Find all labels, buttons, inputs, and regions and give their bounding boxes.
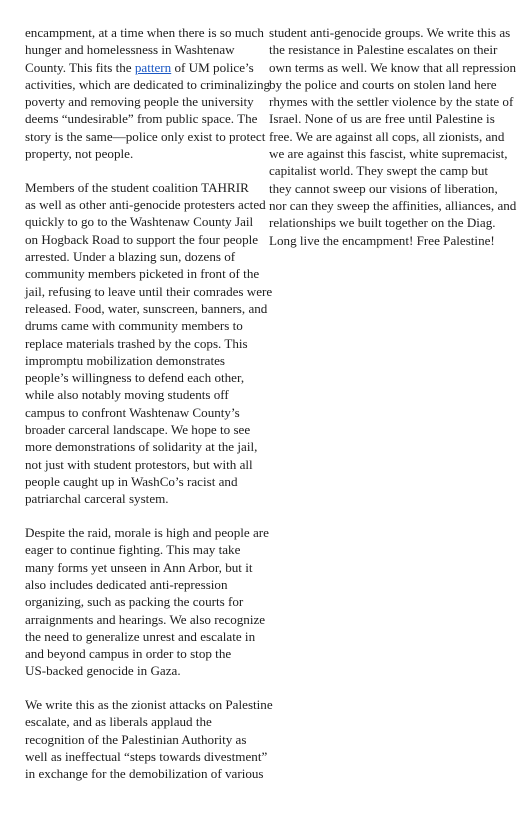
text-line: free. We are against all cops, all zionists, and — [269, 128, 505, 144]
text-line: we are against this fascist, white supremacist, — [269, 146, 508, 162]
paragraph-resistance — [269, 24, 517, 249]
text-line: replace materials trashed by the cops. This — [25, 335, 248, 351]
text-line: released. Food, water, sunscreen, banners, and — [25, 300, 268, 316]
text-line: relationships we built together on the Diag. — [269, 215, 496, 231]
text-line: patriarchal carceral system. — [25, 491, 169, 507]
text-line: hunger and homelessness in Washtenaw — [25, 42, 235, 58]
text-line: arraignments and hearings. We also recognize — [25, 611, 266, 627]
right-column — [269, 24, 517, 265]
text-line: encampment, at a time when there is so much — [25, 25, 264, 40]
paragraph-police-pattern — [25, 24, 271, 162]
text-line: activities, which are dedicated to criminalizing — [25, 76, 271, 92]
text-line: own terms as well. We know that all repression — [269, 59, 517, 75]
text-line: poverty and removing people the university — [25, 94, 254, 110]
text-line: We write this as the zionist attacks on Palestine — [25, 697, 273, 713]
text-line: people caught up in WashCo’s racist and — [25, 473, 238, 489]
text-line: US-backed genocide in Gaza. — [25, 663, 181, 679]
text-line: student anti-genocide groups. We write this as — [269, 25, 511, 40]
text-line: broader carceral landscape. We hope to see — [25, 422, 251, 438]
text-line: story is the same—police only exist to protect — [25, 128, 266, 144]
paragraph-morale — [25, 524, 269, 680]
paragraph-zionist-attacks — [25, 696, 273, 782]
paragraph-jail-support — [25, 179, 273, 508]
text-line: property, not people. — [25, 146, 134, 162]
left-column — [25, 24, 273, 799]
text-fragment: of UM police’s — [171, 59, 254, 75]
text-line: arrested. Under a blazing sun, dozens of — [25, 249, 236, 265]
text-line: many forms yet unseen in Ann Arbor, but it — [25, 559, 253, 575]
text-line-with-link — [25, 59, 261, 76]
pattern-link[interactable]: pattern — [134, 59, 172, 75]
text-line: quickly to go to the Washtenaw County Jail — [25, 214, 254, 230]
text-line: eager to continue fighting. This may take — [25, 542, 241, 558]
text-line: as well as other anti-genocide protesters acted — [25, 197, 266, 213]
text-line: also includes dedicated anti-repression — [25, 576, 228, 592]
text-line: in exchange for the demobilization of various — [25, 766, 264, 782]
text-line: and beyond campus in order to stop the — [25, 646, 232, 662]
text-line: campus to confront Washtenaw County’s — [25, 404, 240, 420]
text-line: impromptu mobilization demonstrates — [25, 352, 226, 368]
text-line: capitalist world. They swept the camp but — [269, 163, 489, 179]
text-line: deems “undesirable” from public space. The — [25, 111, 258, 127]
text-line: community members picketed in front of the — [25, 266, 260, 282]
text-line: by the police and courts on stolen land here — [269, 76, 497, 92]
text-line: the resistance in Palestine escalates on their — [269, 42, 498, 58]
text-line: Long live the encampment! Free Palestine! — [269, 232, 495, 248]
text-line: rhymes with the settler violence by the state of — [269, 94, 514, 110]
text-line: nor can they sweep the affinities, alliances, and — [269, 197, 517, 213]
text-line: on Hogback Road to support the four people — [25, 231, 259, 247]
text-line: Members of the student coalition TAHRIR — [25, 179, 249, 195]
text-line: escalate, and as liberals applaud the — [25, 714, 212, 730]
text-line: not just with student protestors, but with all — [25, 456, 253, 472]
text-line: Israel. None of us are free until Palestine is — [269, 111, 495, 127]
text-fragment: County. This fits the — [25, 59, 135, 75]
text-line: they cannot sweep our visions of liberation, — [269, 180, 498, 196]
text-line: while also notably moving students off — [25, 387, 229, 403]
text-line: more demonstrations of solidarity at the jail, — [25, 439, 258, 455]
text-line: drums came with community members to — [25, 318, 243, 334]
text-line: the need to generalize unrest and escalate in — [25, 628, 256, 644]
text-line: organizing, such as packing the courts for — [25, 594, 244, 610]
text-line: well as ineffectual “steps towards divestment” — [25, 749, 268, 765]
text-line: jail, refusing to leave until their comrades were — [25, 283, 273, 299]
text-line: Despite the raid, morale is high and people are — [25, 525, 269, 541]
text-line: recognition of the Palestinian Authority as — [25, 731, 247, 747]
text-line: people’s willingness to defend each other, — [25, 370, 245, 386]
